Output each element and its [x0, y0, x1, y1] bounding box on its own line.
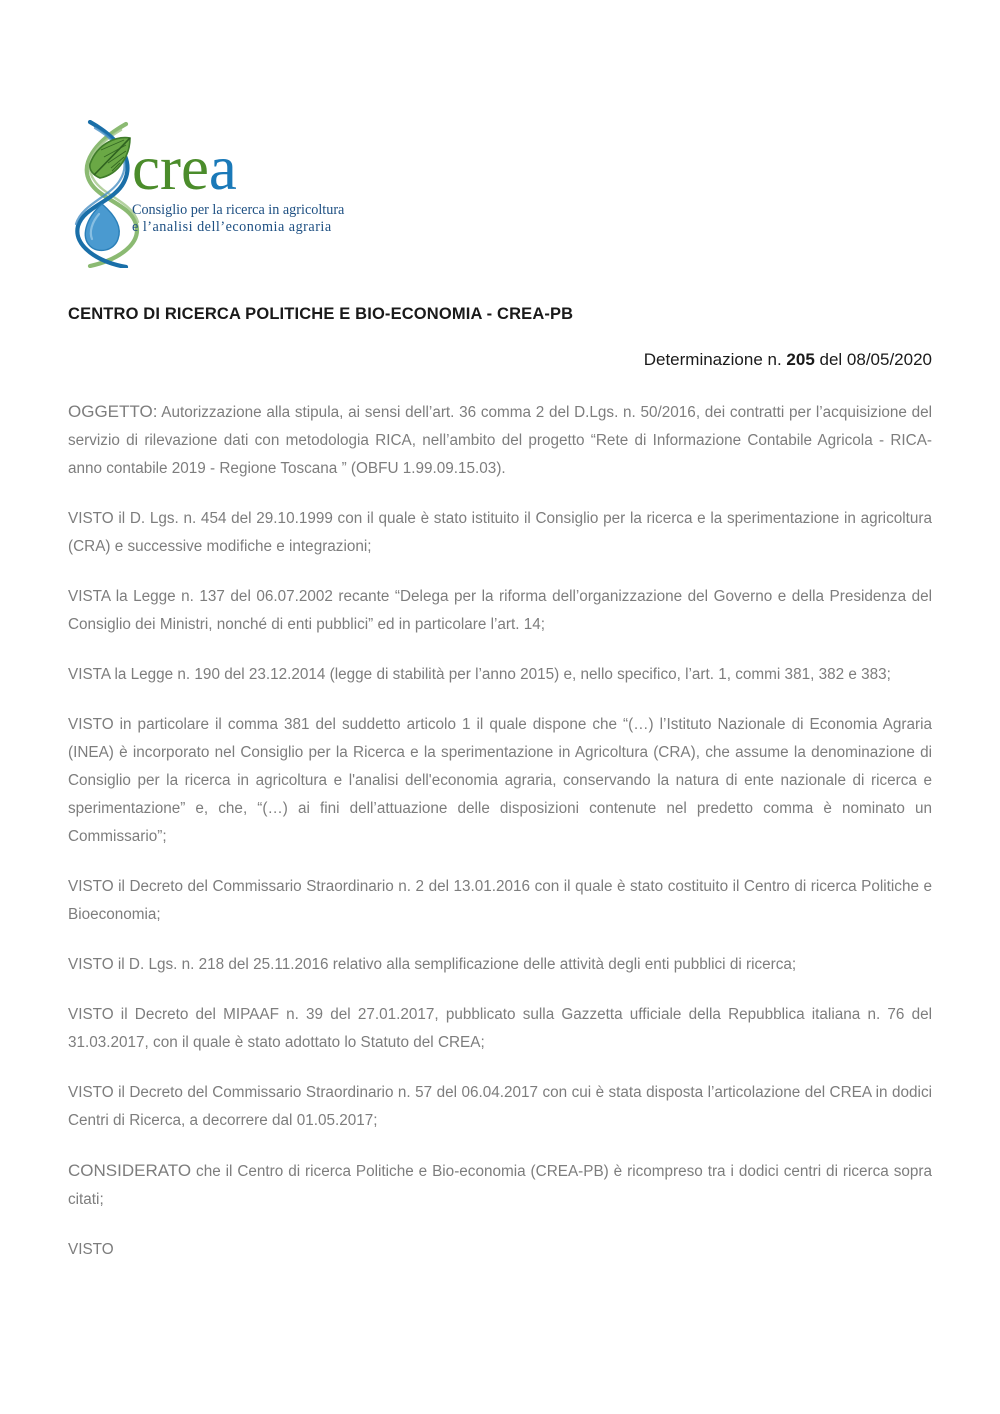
crea-logo [68, 120, 358, 270]
wordmark-a: a [208, 133, 237, 203]
tagline-line-2: e l’analisi dell’economia agraria [132, 218, 332, 235]
crea-wordmark-block [132, 133, 362, 235]
determinazione-suffix: del 08/05/2020 [814, 350, 932, 369]
crea-wordmark [132, 133, 362, 203]
paragraph-vista-legge-190: VISTA la Legge n. 190 del 23.12.2014 (legge di stabilità per l’anno 2015) e, nello specifico, l’art. 1, commi 381, 382 e 383; [68, 666, 891, 683]
oggetto-text: Autorizzazione alla stipula, ai sensi dell’art. 36 comma 2 del D.Lgs. n. 50/2016, dei contratti per l’acquisizione del servizio di rilevazione dati con metodologia RICA, nell’ambito del progetto “Rete di Informazione Contabile Agricola - RICA- anno contabile 2019 - Regione Toscana ” (OBFU 1.99.09.15.03). [68, 404, 932, 477]
page-title: CENTRO DI RICERCA POLITICHE E BIO-ECONOMIA - CREA-PB [68, 305, 574, 323]
document-body [68, 398, 932, 1264]
paragraph-vista-legge-137: VISTA la Legge n. 137 del 06.07.2002 recante “Delega per la riforma dell’organizzazione del Governo e della Presidenza del Consiglio dei Ministri, nonché di enti pubblici” ed in particolare l’art. 14; [68, 588, 932, 633]
paragraph-oggetto [68, 398, 932, 483]
tagline-line-1: Consiglio per la ricerca in agricoltura [132, 202, 345, 218]
paragraph-visto-dlgs-218: VISTO il D. Lgs. n. 218 del 25.11.2016 relativo alla semplificazione delle attività degli enti pubblici di ricerca; [68, 956, 797, 973]
paragraph-considerato [68, 1157, 932, 1214]
wordmark-cre: cre [132, 133, 209, 203]
paragraph-visto-decreto-57: VISTO il Decreto del Commissario Straordinario n. 57 del 06.04.2017 con cui è stata disposta l’articolazione del CREA in dodici Centri di Ricerca, a decorrere dal 01.05.2017; [68, 1084, 932, 1129]
paragraph-visto-mipaaf-39: VISTO il Decreto del MIPAAF n. 39 del 27.01.2017, pubblicato sulla Gazzetta ufficiale della Repubblica italiana n. 76 del 31.03.2017, con il quale è stato adottato lo Statuto del CREA; [68, 1006, 932, 1051]
considerato-label: CONSIDERATO [68, 1161, 192, 1180]
paragraph-visto-decreto-2: VISTO il Decreto del Commissario Straordinario n. 2 del 13.01.2016 con il quale è stato costituito il Centro di ricerca Politiche e Bioeconomia; [68, 878, 932, 923]
oggetto-label: OGGETTO: [68, 402, 158, 421]
determinazione-number: 205 [786, 350, 815, 369]
crea-tagline [132, 202, 362, 235]
determinazione-prefix: Determinazione n. [643, 350, 787, 369]
paragraph-visto-454: VISTO il D. Lgs. n. 454 del 29.10.1999 con il quale è stato istituito il Consiglio per la ricerca e la sperimentazione in agricoltura (CRA) e successive modifiche e integrazioni; [68, 510, 932, 555]
paragraph-visto-last: VISTO [68, 1241, 114, 1258]
considerato-text: che il Centro di ricerca Politiche e Bio-economia (CREA-PB) è ricompreso tra i dodici centri di ricerca sopra citati; [68, 1163, 932, 1208]
paragraph-visto-comma-381: VISTO in particolare il comma 381 del suddetto articolo 1 il quale dispone che “(…) l’Istituto Nazionale di Economia Agraria (INEA) è incorporato nel Consiglio per la Ricerca e la sperimentazione in Agricoltura (CRA), che assume la denominazione di Consiglio per la ricerca in agricoltura e l'analisi dell'economia agraria, conservando la natura di ente nazionale di ricerca e sperimentazione” e, che, “(…) ai fini dell’attuazione delle disposizioni contenute nel predetto comma è nominato un Commissario”; [68, 716, 932, 845]
determinazione-line [644, 350, 932, 370]
